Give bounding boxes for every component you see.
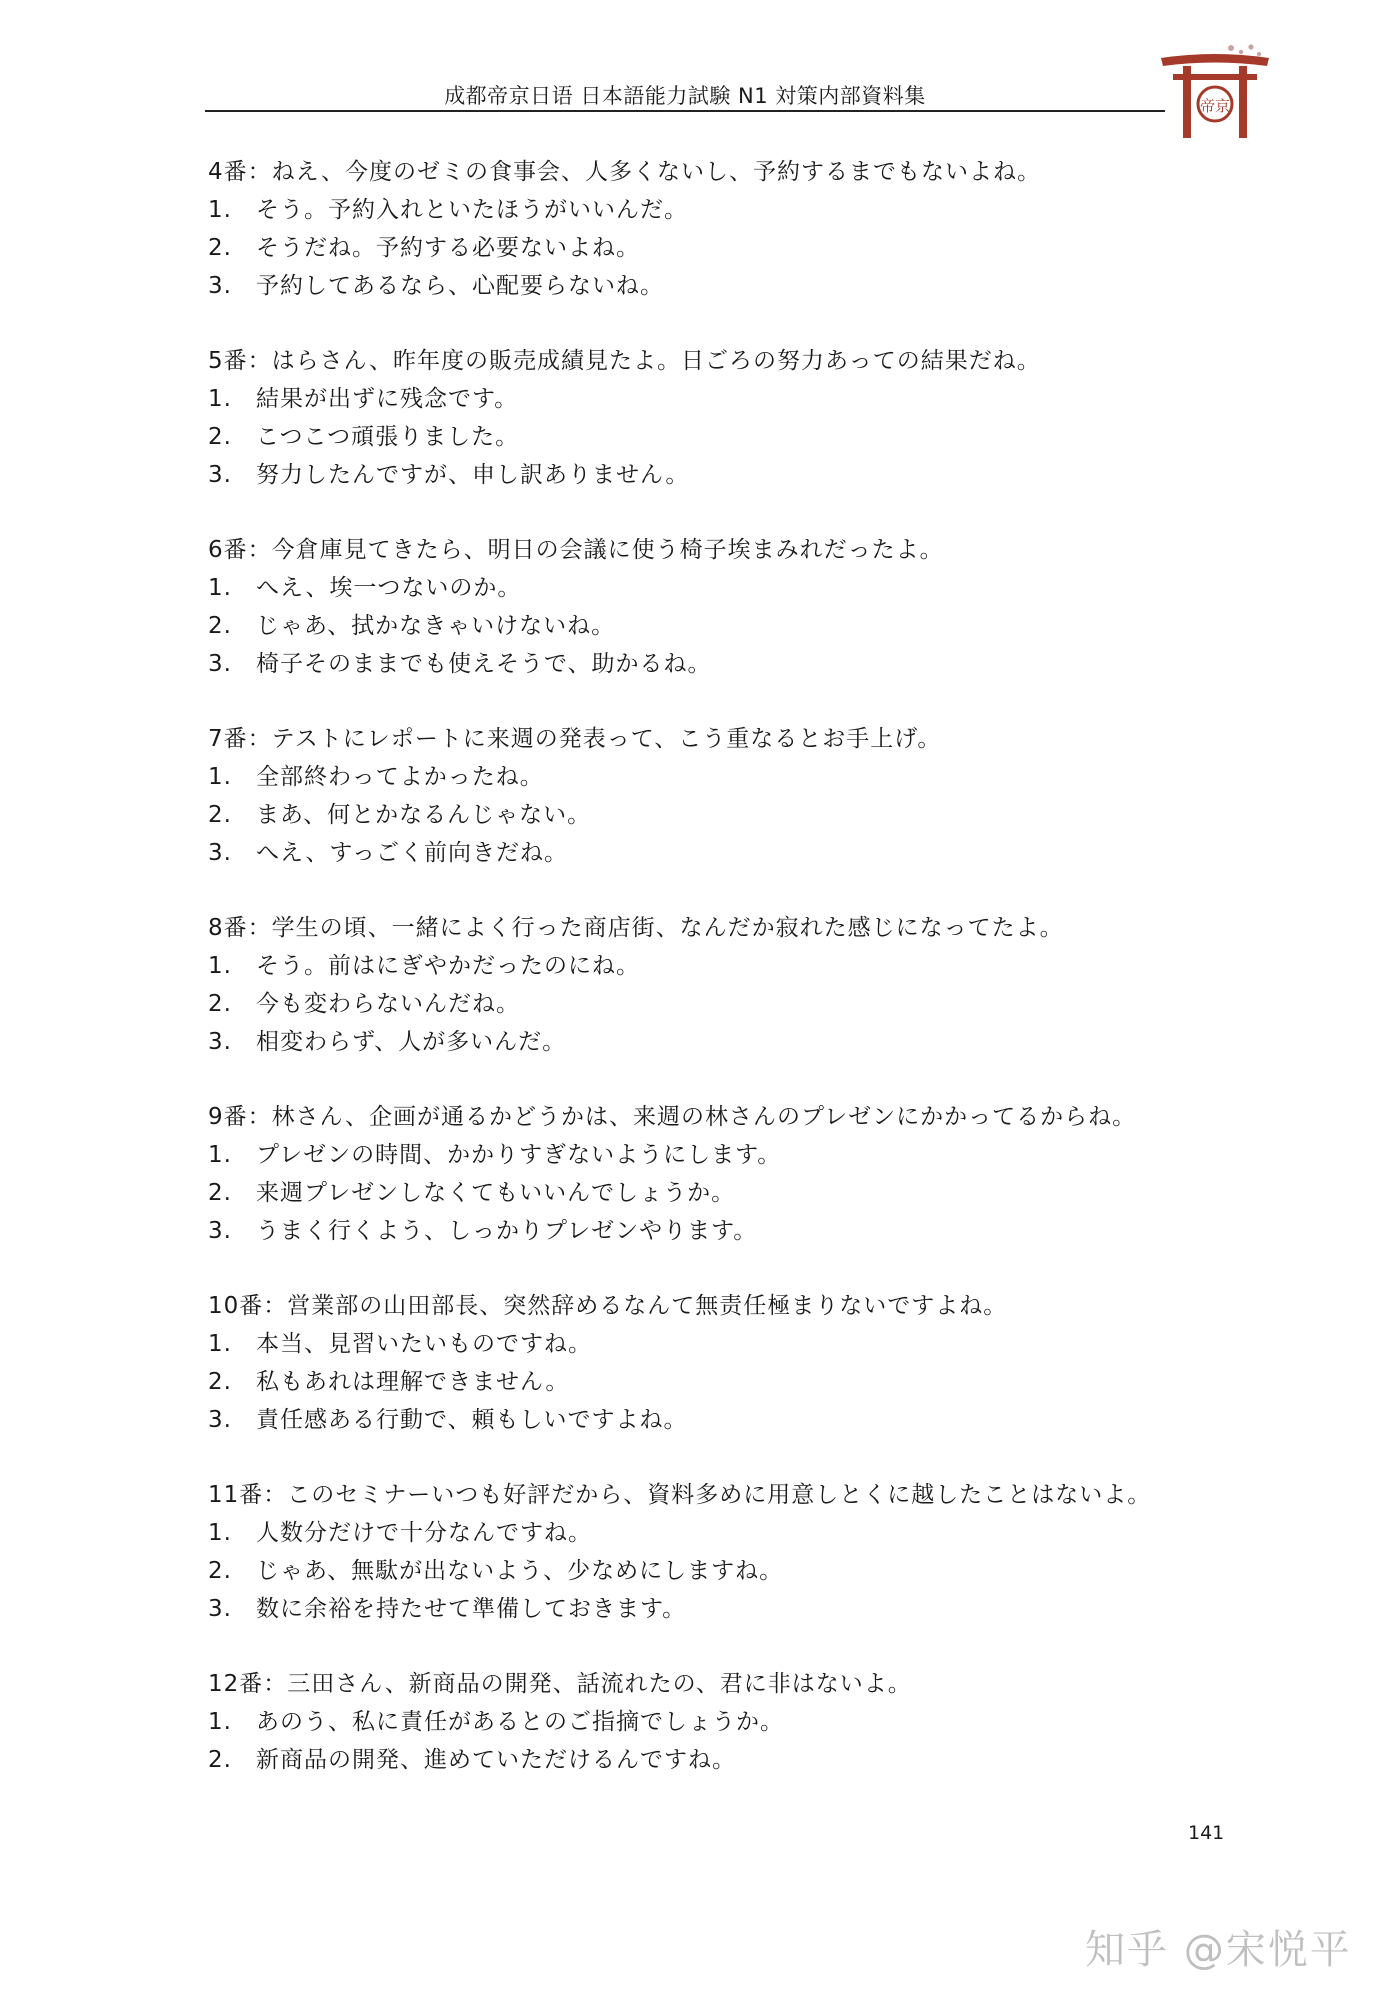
answer-option [208,1514,1208,1552]
answer-option [208,380,1208,418]
option-number: 2. [208,991,232,1017]
answer-option [208,267,1208,305]
option-number: 1. [208,386,232,412]
option-text: へえ、埃一つないのか。 [256,575,522,601]
option-number: 3. [208,273,232,299]
question-block [208,531,1208,683]
header-divider [205,110,1165,112]
question-prompt: 5番：はらさん、昨年度の販売成績見たよ。日ごろの努力あっての結果だね。 [208,348,1041,374]
option-text: 責任感ある行動で、頼もしいですよね。 [256,1407,688,1433]
question-prompt: 8番：学生の頃、一緒によく行った商店街、なんだか寂れた感じになってたよ。 [208,915,1064,941]
question-block [208,1098,1208,1250]
answer-option [208,1590,1208,1628]
option-number: 1. [208,764,232,790]
question-prompt: 7番：テストにレポートに来週の発表って、こう重なるとお手上げ。 [208,726,942,752]
option-text: 私もあれは理解できません。 [256,1369,570,1395]
question-block [208,153,1208,305]
question-block [208,1287,1208,1439]
answer-option [208,229,1208,267]
option-number: 2. [208,802,232,828]
answer-option [208,456,1208,494]
torii-logo-icon [1155,42,1275,142]
answer-option [208,607,1208,645]
option-text: プレゼンの時間、かかりすぎないようにします。 [256,1142,782,1168]
option-text: 本当、見習いたいものですね。 [256,1331,592,1357]
question-prompt: 6番：今倉庫見てきたら、明日の会議に使う椅子埃まみれだったよ。 [208,537,944,563]
question-prompt: 10番：営業部の山田部長、突然辞めるなんて無责任極まりないですよね。 [208,1293,1008,1319]
question-list [208,153,1208,1816]
option-text: こつこつ頑張りました。 [256,424,520,450]
option-number: 2. [208,1180,232,1206]
option-text: じゃあ、拭かなきゃいけないね。 [256,613,616,639]
option-text: 人数分だけで十分なんですね。 [256,1520,592,1546]
answer-option [208,569,1208,607]
answer-option [208,1325,1208,1363]
option-number: 1. [208,953,232,979]
option-number: 3. [208,1029,232,1055]
question-prompt: 4番：ねえ、今度のゼミの食事会、人多くないし、予約するまでもないよね。 [208,159,1042,185]
answer-option [208,1363,1208,1401]
option-number: 3. [208,1407,232,1433]
answer-option [208,1703,1208,1741]
option-number: 3. [208,462,232,488]
question-block [208,1665,1208,1779]
answer-option [208,1174,1208,1212]
option-text: 来週プレゼンしなくてもいいんでしょうか。 [256,1180,736,1206]
answer-option [208,418,1208,456]
question-block [208,1476,1208,1628]
option-number: 2. [208,613,232,639]
option-text: 椅子そのままでも使えそうで、助かるね。 [256,651,712,677]
option-text: 数に余裕を持たせて準備しておきます。 [256,1596,687,1622]
option-text: 予約してあるなら、心配要らないね。 [256,273,664,299]
watermark: 知乎 @宋悦平 [1085,1927,1352,1973]
option-number: 1. [208,1142,232,1168]
option-number: 1. [208,1520,232,1546]
option-number: 2. [208,1747,232,1773]
option-number: 1. [208,1709,232,1735]
option-text: まあ、何とかなるんじゃない。 [256,802,592,828]
option-text: 新商品の開発、進めていただけるんですね。 [256,1747,736,1773]
option-text: 今も変わらないんだね。 [256,991,520,1017]
option-text: 全部終わってよかったね。 [256,764,544,790]
option-number: 1. [208,197,232,223]
answer-option [208,191,1208,229]
answer-option [208,645,1208,683]
option-number: 3. [208,1218,232,1244]
option-number: 3. [208,1596,232,1622]
answer-option [208,758,1208,796]
question-block [208,909,1208,1061]
option-text: そう。予約入れといたほうがいいんだ。 [256,197,688,223]
answer-option [208,985,1208,1023]
option-number: 2. [208,1558,232,1584]
option-number: 1. [208,575,232,601]
option-text: そう。前はにぎやかだったのにね。 [256,953,640,979]
question-prompt: 11番：このセミナーいつも好評だから、資料多めに用意しとくに越したことはないよ。 [208,1482,1152,1508]
answer-option [208,1136,1208,1174]
answer-option [208,1023,1208,1061]
option-text: 努力したんですが、申し訳ありません。 [256,462,690,488]
option-number: 2. [208,1369,232,1395]
answer-option [208,1552,1208,1590]
option-text: 結果が出ずに残念です。 [256,386,519,412]
answer-option [208,1401,1208,1439]
answer-option [208,1212,1208,1250]
option-text: あのう、私に責任があるとのご指摘でしょうか。 [256,1709,784,1735]
option-text: へえ、すっごく前向きだね。 [256,840,568,866]
answer-option [208,1741,1208,1779]
option-number: 3. [208,651,232,677]
question-prompt: 9番：林さん、企画が通るかどうかは、来週の林さんのプレゼンにかかってるからね。 [208,1104,1137,1130]
question-block [208,342,1208,494]
option-number: 1. [208,1331,232,1357]
question-block [208,720,1208,872]
option-text: そうだね。予約する必要ないよね。 [256,235,640,261]
answer-option [208,796,1208,834]
page-number: 141 [1188,1822,1225,1844]
answer-option [208,834,1208,872]
option-text: 相変わらず、人が多いんだ。 [256,1029,567,1055]
option-number: 2. [208,424,232,450]
answer-option [208,947,1208,985]
option-number: 2. [208,235,232,261]
header-title: 成都帝京日语 日本語能力試験 N1 対策内部資料集 [444,84,926,108]
logo-text: 帝京 [1199,97,1231,115]
option-number: 3. [208,840,232,866]
option-text: じゃあ、無駄が出ないよう、少なめにしますね。 [256,1558,784,1584]
question-prompt: 12番：三田さん、新商品の開発、話流れたの、君に非はないよ。 [208,1671,912,1697]
option-text: うまく行くよう、しっかりプレゼンやります。 [256,1218,758,1244]
